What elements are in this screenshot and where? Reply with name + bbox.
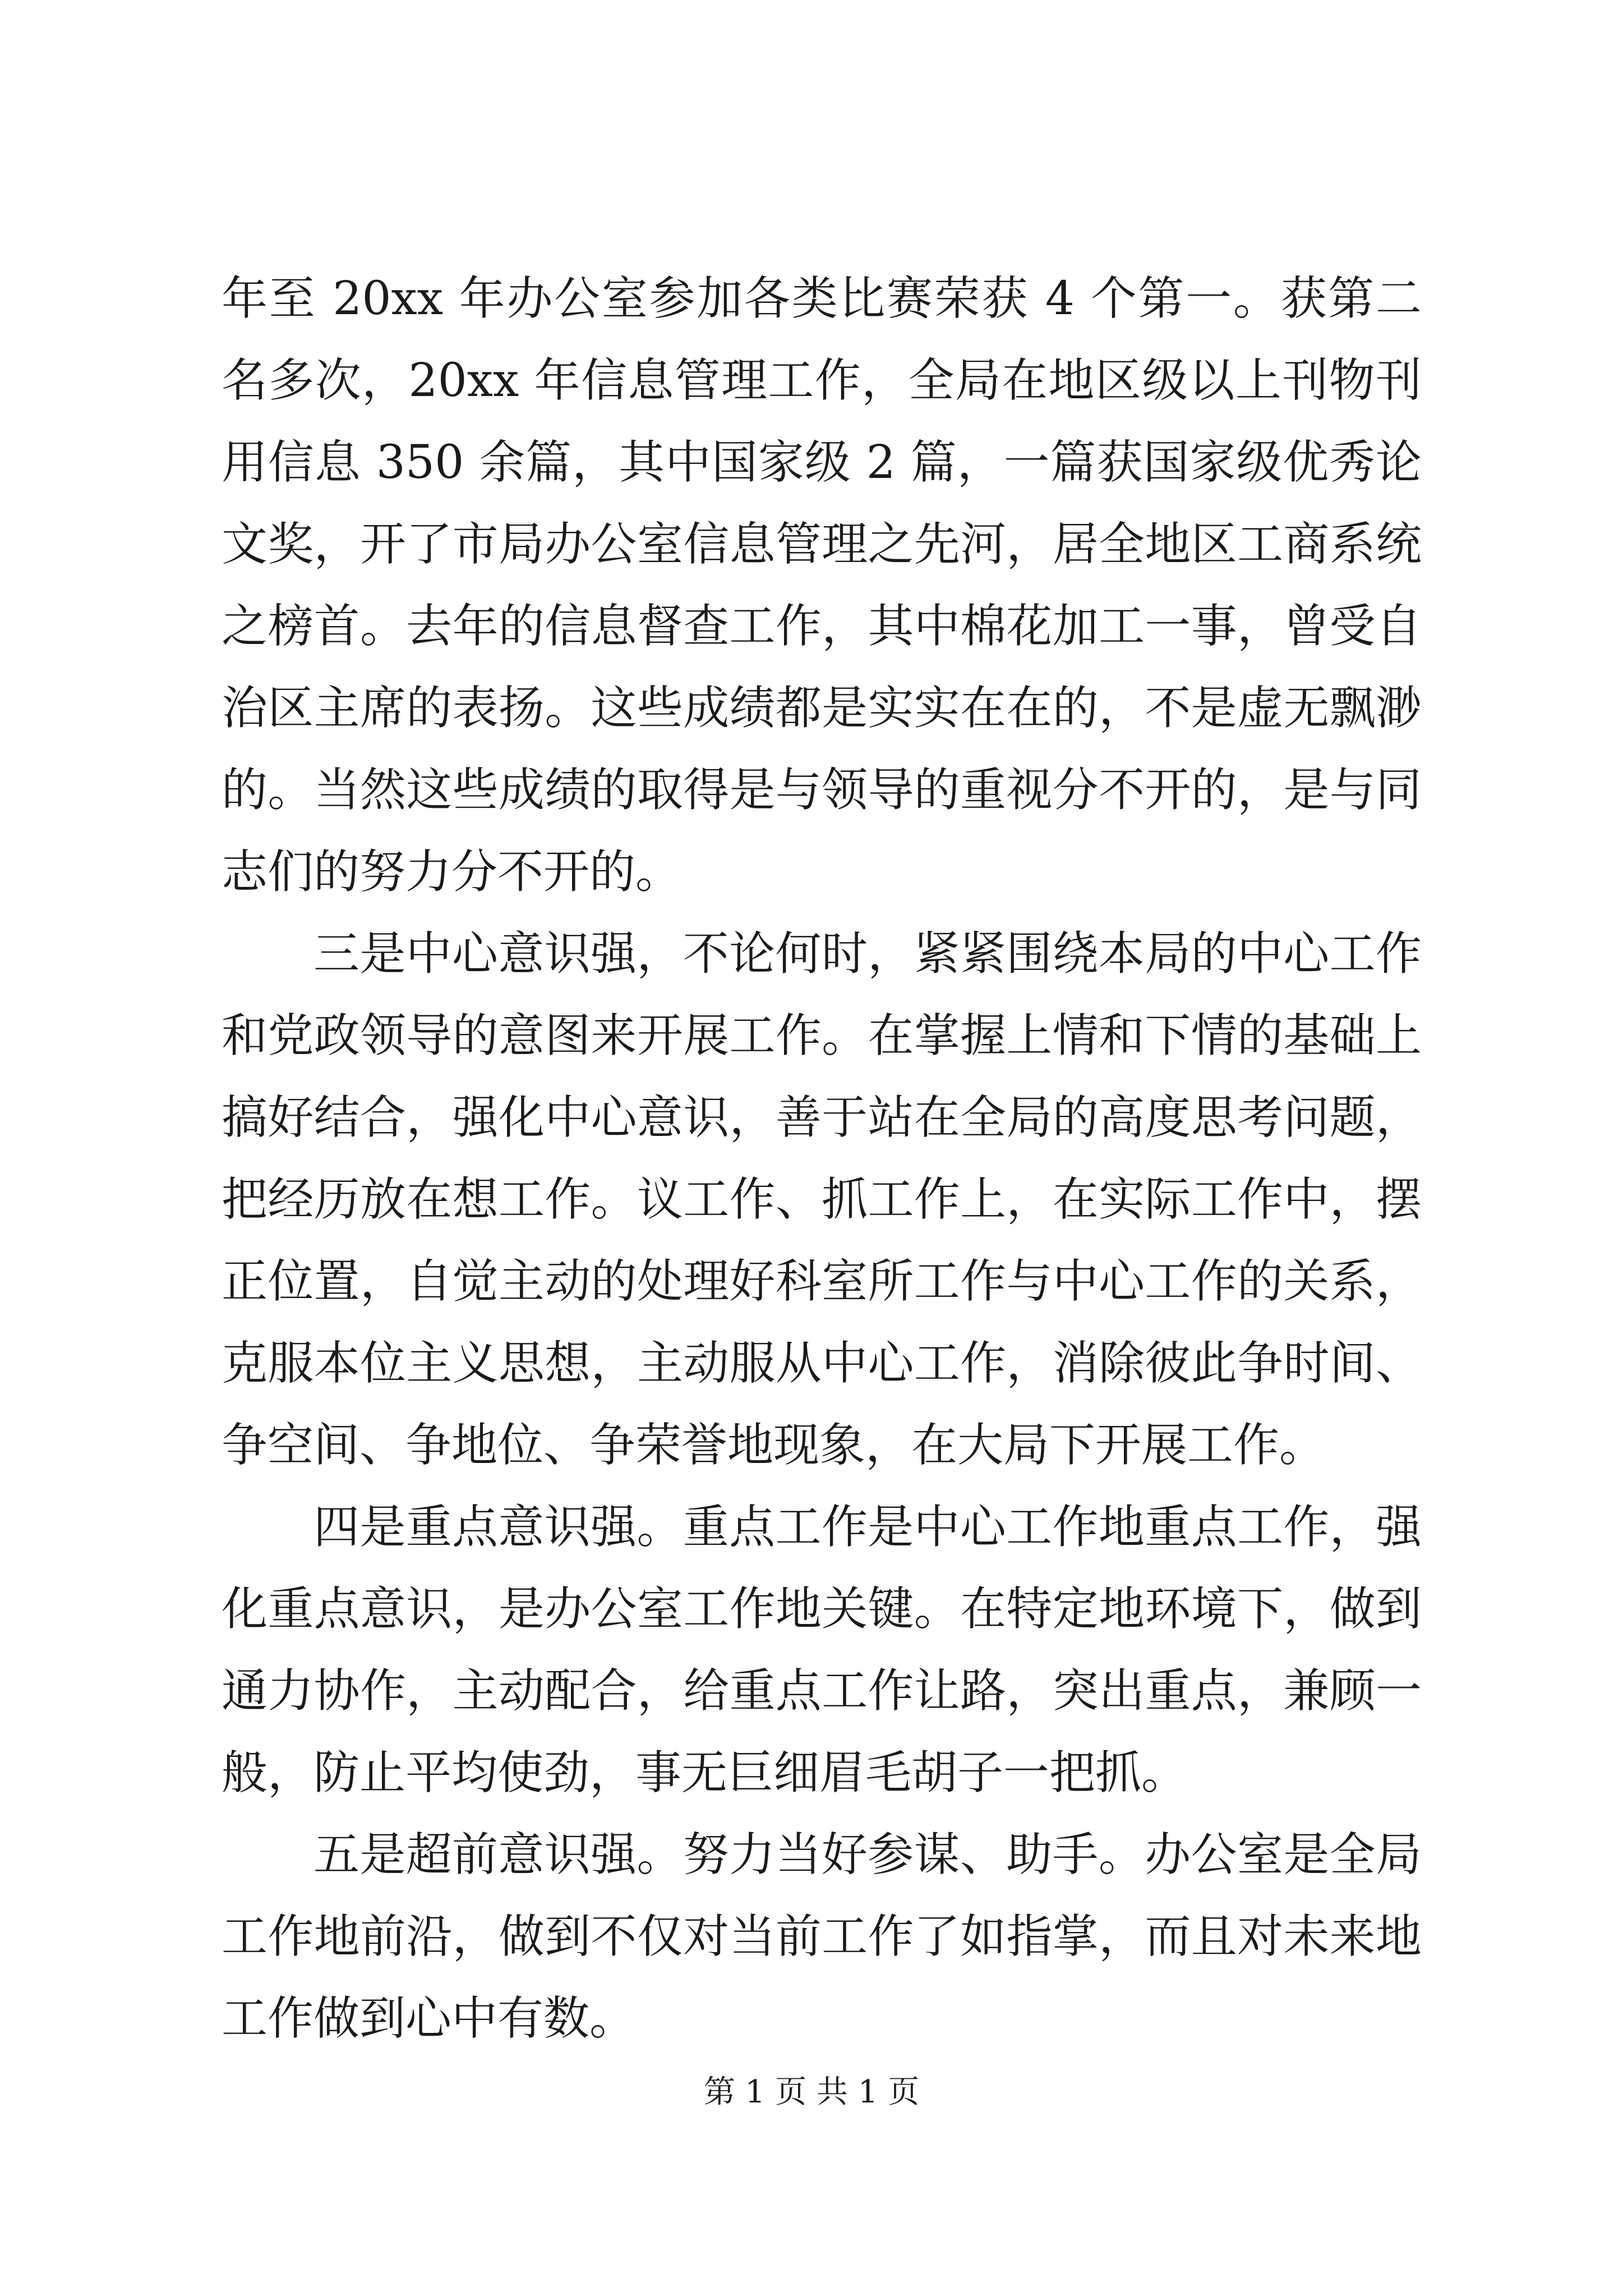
paragraph-key-awareness: 四是重点意识强。重点工作是中心工作地重点工作，强化重点意识，是办公室工作地关键。在特定地环境下，做到通力协作，主动配合，给重点工作让路，突出重点，兼顾一般，防止平均使劲，事无巨细眉毛胡子一把抓。: [222, 1501, 1422, 1800]
paragraph-center-awareness: 三是中心意识强，不论何时，紧紧围绕本局的中心工作和党政领导的意图来开展工作。在掌握上情和下情的基础上搞好结合，强化中心意识，善于站在全局的高度思考问题，把经历放在想工作。议工作、抓工作上，在实际工作中，摆正位置，自觉主动的处理好科室所工作与中心工作的关系，克服本位主义思想，主动服从中心工作，消除彼此争时间、争空间、争地位、争荣誉地现象，在大局下开展工作。: [222, 927, 1422, 1472]
paragraph-continued: 年至 20xx 年办公室参加各类比赛荣获 4 个第一。获第二名多次，20xx 年信息管理工作，全局在地区级以上刊物刊用信息 350 余篇，其中国家级 2 篇，一篇获国家级优秀论文奖，开了市局办公室信息管理之先河，居全地区工商系统之榜首。去年的信息督查工作，其中棉花加工一事，曾受自治区主席的表扬。这些成绩都是实实在在的，不是虚无飘渺的。当然这些成绩的取得是与领导的重视分不开的，是与同志们的努力分不开的。: [222, 272, 1422, 899]
paragraph-advance-awareness: 五是超前意识强。努力当好参谋、助手。办公室是全局工作地前沿，做到不仅对当前工作了如指掌，而且对未来地工作做到心中有数。: [222, 1828, 1422, 2045]
page-footer: 第 1 页 共 1 页: [703, 2074, 920, 2110]
document-body: [222, 258, 1422, 2060]
